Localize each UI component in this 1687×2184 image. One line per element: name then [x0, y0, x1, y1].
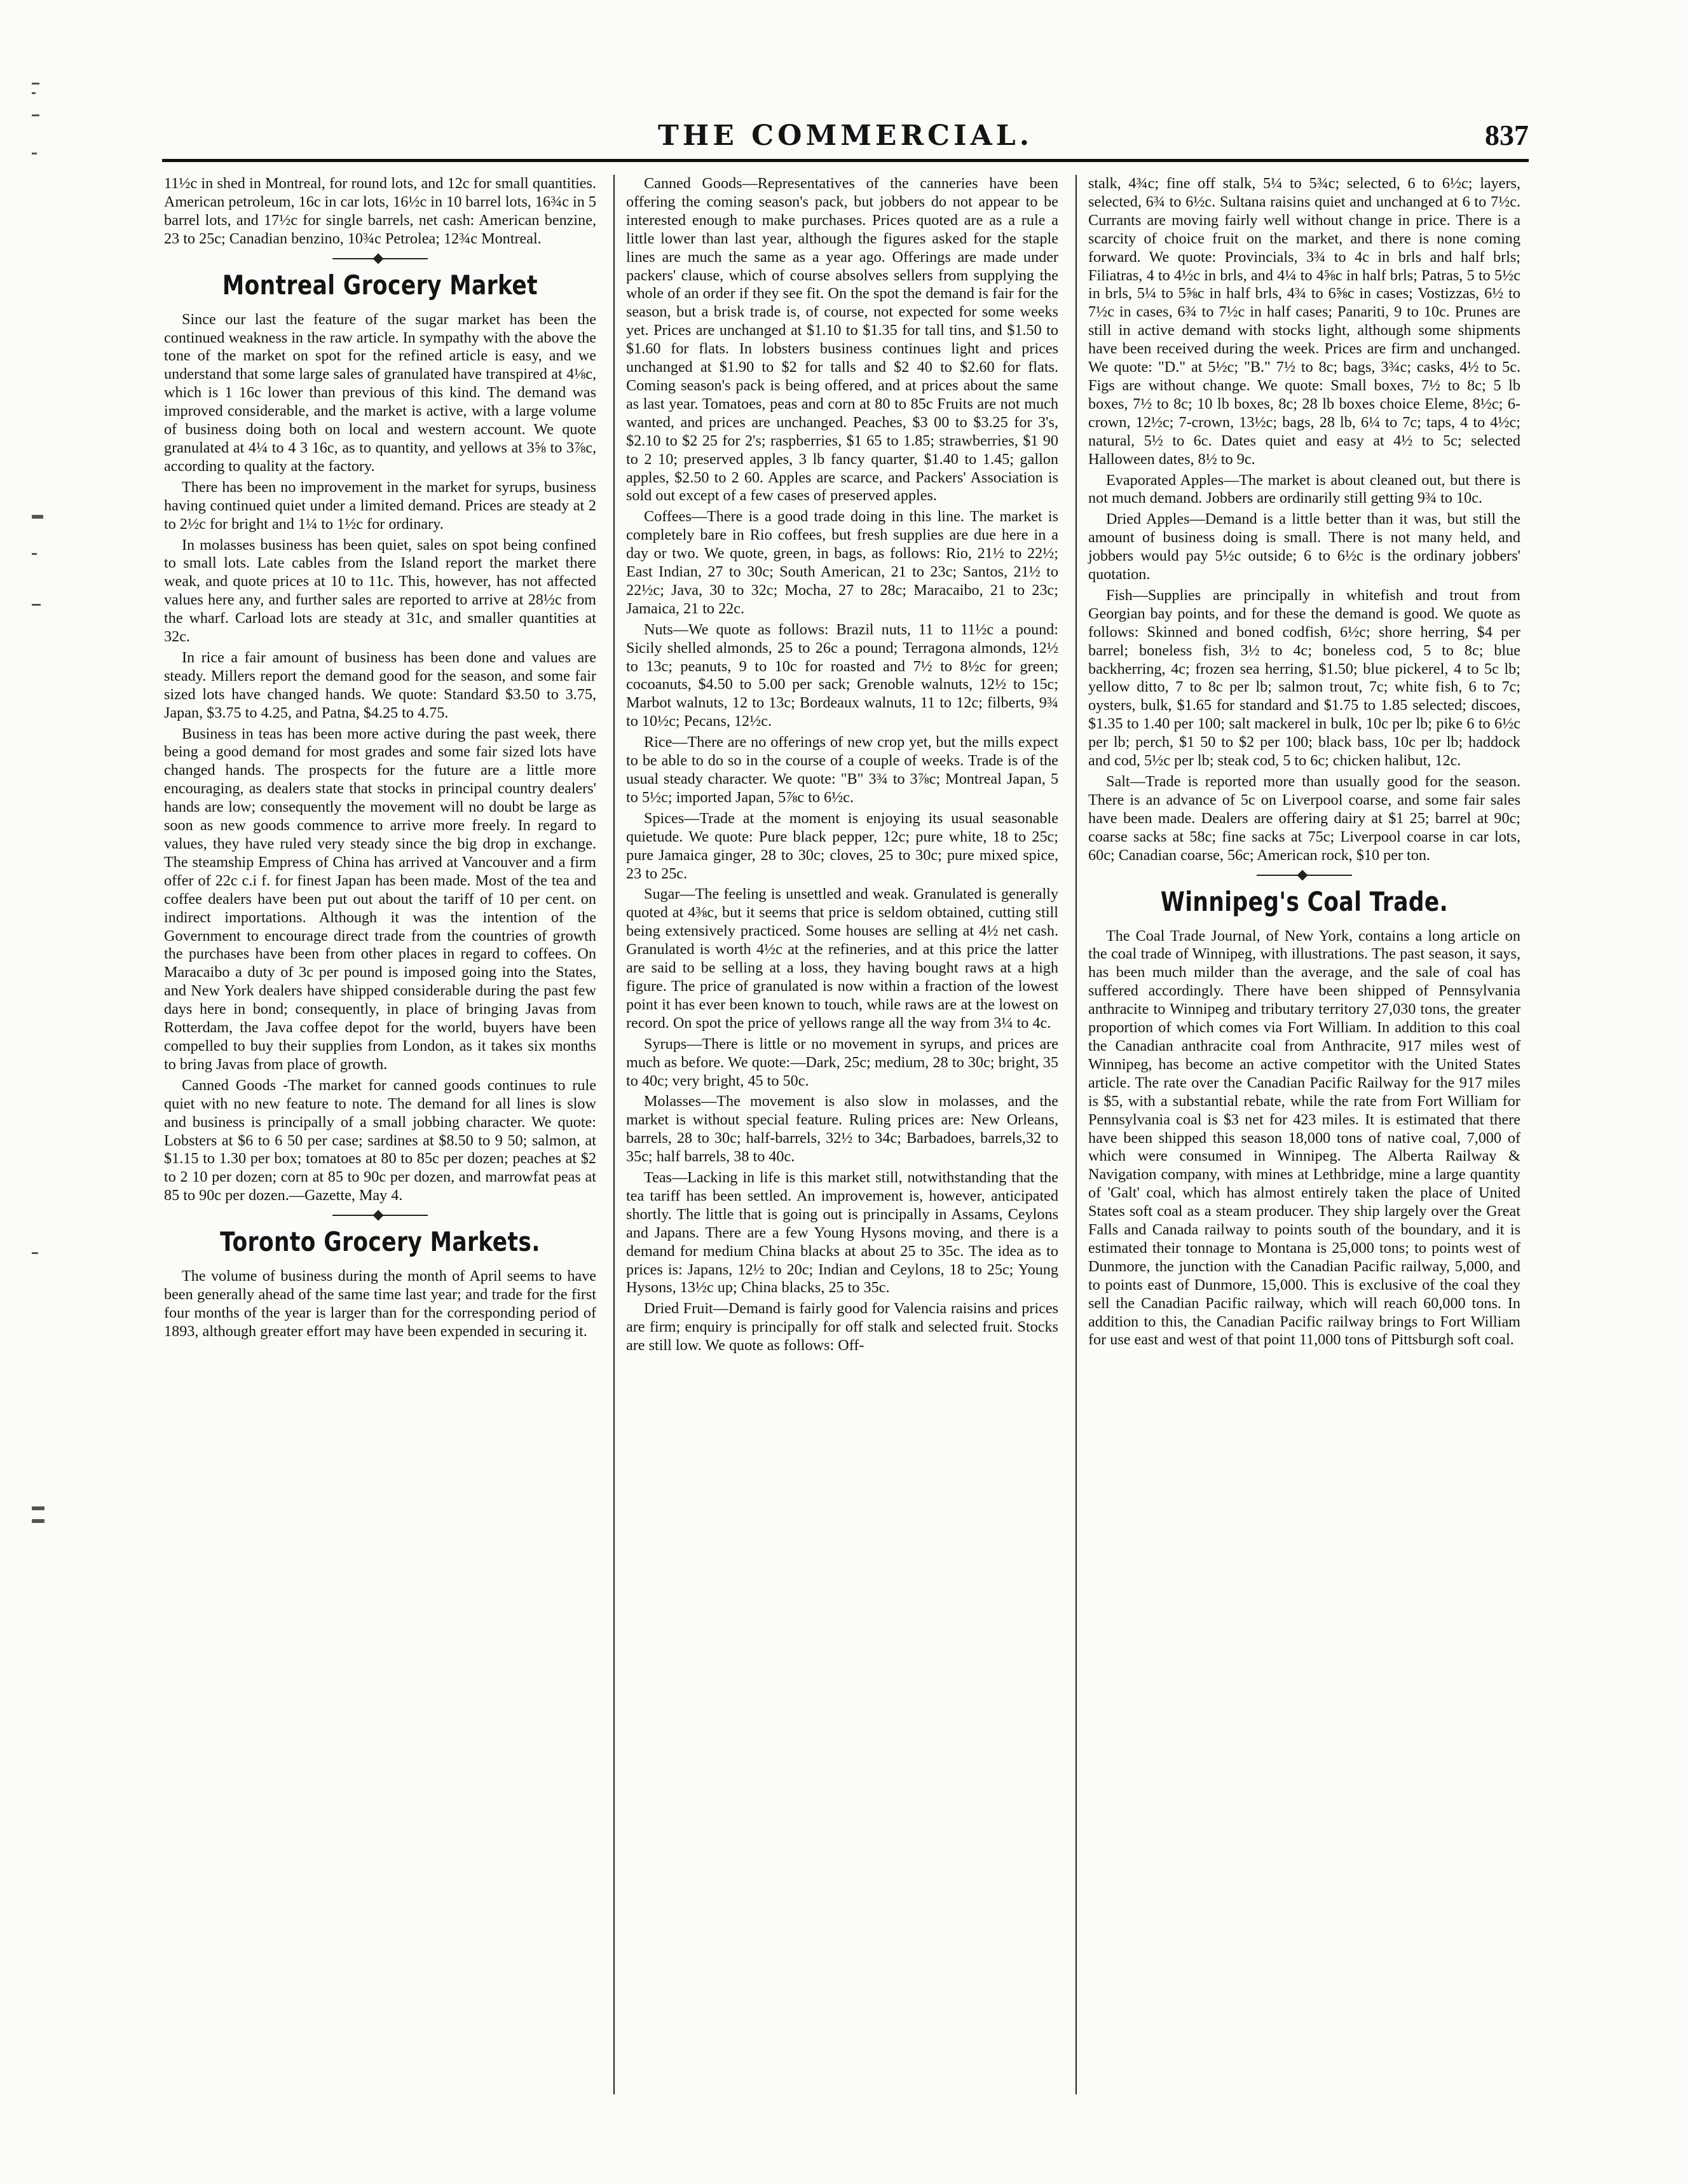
page-header: [162, 116, 1529, 154]
paragraph: Since our last the feature of the sugar market has been the continued weakness in the raw article. In sympathy with the above the tone of the market on spot for the refined article is easy, and we understand that some large sales of granulated have transpired at 4⅛c, which is 1 16c lower than previous of this kind. The demand was improved considerable, and the market is active, with a large volume of business doing both on local and western account. We quote granulated at 4¼ to 4 3 16c, as to quantity, and yellows at 3⅝ to 3⅞c, according to quality at the factory.: [164, 310, 596, 475]
paragraph: The Coal Trade Journal, of New York, contains a long article on the coal trade of Winnipeg, with illustrations. The past season, it says, has been much milder than the average, and the sale of coal has suffered accordingly. There have been shipped of Pennsylvania anthracite to Winnipeg and tributary territory 27,030 tons, the greater proportion of which comes via Fort William. In addition to this coal the Canadian anthracite coal from Anthracite, 917 miles west of Winnipeg, has become an active competitor with the United States article. The rate over the Canadian Pacific Railway for the 917 miles is $5, with a substantial rebate, while the rate from Fort William for Pennsylvania coal is $3 net for 423 miles. It is estimated that there have been shipped this season 18,000 tons of native coal, 7,000 of which were consumed in Winnipeg. The Alberta Railway & Navigation company, with mines at Lethbridge, mine a large quantity of 'Galt' coal, which has almost entirely taken the place of United States soft coal as a steam producer. They ship largely over the Great Falls and Canada railway to points south of the boundary, and it is estimated their tonnage to Montana is 25,000 tons; to points west of Dunmore, the junction with the Canadian Pacific railway, 5,000, and to points east of Dunmore, 15,000. This is exclusive of the coal they sell the Canadian Pacific railway, which will reach 60,000 tons. In addition to this, the Canadian Pacific railway brings to Fort William for use east and west of that point 11,000 tons of Pittsburgh soft coal.: [1088, 927, 1520, 1349]
section-separator: [1257, 871, 1352, 879]
paragraph: Evaporated Apples—The market is about cleaned out, but there is not much demand. Jobbers are ordinarily still getting 9¾ to 10c.: [1088, 471, 1520, 507]
paragraph: Dried Apples—Demand is a little better than it was, but still the amount of business doing is small. There is not many held, and jobbers would pay 5½c outside; 6 to 6½c is the ordinary jobbers' quotation.: [1088, 510, 1520, 584]
paragraph: In rice a fair amount of business has been done and values are steady. Millers report the demand good for the season, and some fair sized lots have changed hands. We quote: Standard $3.50 to 3.75, Japan, $3.75 to 4.25, and Patna, $4.25 to 4.75.: [164, 648, 596, 721]
column-1: [164, 175, 596, 1344]
paragraph: Salt—Trade is reported more than usually good for the season. There is an advance of 5c on Liverpool coarse, and some fair sales have been made. Dealers are offering dairy at $1 25; barrel at 90c; coarse sacks at 58c; fine sacks at 75c; Liverpool coarse in car lots, 60c; Canadian coarse, 56c; American rock, $10 per ton.: [1088, 773, 1520, 864]
column-divider: [1076, 175, 1077, 2094]
paragraph: Business in teas has been more active during the past week, there being a good demand for most grades and some fair sized lots have changed hands. The prospects for the future are a little more encouraging, as dealers state that stocks in principal country dealers' hands are low; consequently the movement will no doubt be large as soon as new goods commence to arrive more freely. In regard to values, they have ruled very steady since the big drop in exchange. The steamship Empress of China has arrived at Vancouver and a firm offer of 22c c.i f. for finest Japan has been made. Most of the tea and coffee dealers have been put out about the tariff of 10 per cent. on indirect importations. Although it was the intention of the Government to encourage direct trade from the countries of growth the purchases have been from other places in regard to coffees. On Maracaibo a duty of 3c per pound is imposed going into the States, and New York dealers have shipped considerable during the past few days here in bond; consequently, in place of bringing Javas from Rotterdam, the Java coffee depot for the world, buyers have been compelled to buy their supplies from London, as it takes six months to bring Javas from place of growth.: [164, 725, 596, 1073]
paragraph: The volume of business during the month of April seems to have been generally ahead of the same time last year; and trade for the first four months of the year is larger than for the corresponding period of 1893, although greater effort may have been expended in securing it.: [164, 1267, 596, 1340]
paragraph: In molasses business has been quiet, sales on spot being confined to small lots. Late cables from the Island report the market there weak, and quote prices at 10 to 11c. This, however, has not affected values here any, and further sales are reported to arrive at 28½c from the wharf. Carload lots are steady at 31c, and smaller quantities at 32c.: [164, 536, 596, 646]
paragraph: Canned Goods—Representatives of the canneries have been offering the coming season's pack, but jobbers do not appear to be interested enough to make purchases. Prices quoted are as a rule a little lower than last year, although the figures asked for the staple lines are much the same as a year ago. Offerings are made under packers' clause, which of course absolves sellers from supplying the whole of an order if they see fit. On the spot the demand is fair for the season, but a brisk trade is, of course, not expected for some weeks yet. Prices are unchanged at $1.10 to $1.35 for tall tins, and $1.50 to $1.60 for flats. In lobsters business continues light and prices unchanged at $1.90 to $2 for talls and $2 40 to $2.60 for flats. Coming season's pack is being offered, and at prices about the same as last year. Tomatoes, peas and corn at 80 to 85c Fruits are not much wanted, and prices are unchanged. Peaches, $3 00 to $3.25 for 3's, $2.10 to $2 25 for 2's; raspberries, $1 65 to 1.85; strawberries, $1 90 to 2 10; preserved apples, 3 lb fancy quarter, $1.40 to 1.45; gallon apples, $2.50 to 2 60. Apples are scarce, and Packers' Association is sold out except of a few cases of preserved apples.: [626, 175, 1058, 505]
article-heading: Montreal Grocery Market: [222, 269, 538, 301]
paragraph: Canned Goods -The market for canned goods continues to rule quiet with no new feature to note. The demand for all lines is slow and business is principally of a small jobbing character. We quote: Lobsters at $6 to 6 50 per case; sardines at $8.50 to 9 50; salmon, at $1.15 to 1.30 per box; tomatoes at 80 to 85c per dozen; peaches at $2 to 2 10 per dozen; corn at 85 to 90c per dozen, and marrowfat peas at 85 to 90c per dozen.—Gazette, May 4.: [164, 1076, 596, 1205]
paragraph: Fish—Supplies are principally in whitefish and trout from Georgian bay points, and for these the demand is good. We quote as follows: Skinned and boned codfish, 6½c; shore herring, $4 per barrel; boneless fish, 3½ to 4c; boneless cod, 5 to 8c; blue backherring, 4c; frozen sea herring, $1.50; blue pickerel, 4 to 5c lb; yellow ditto, 7 to 8c per lb; salmon trout, 7c; white fish, 6 to 7c; oysters, bulk, $1.65 for standard and $1.75 to 1.85 selected; discoes, $1.35 to 1.40 per 100; salt mackerel in bulk, 10c per lb; pike 6 to 6½c per lb; perch, $1 50 to $2 per 100; black bass, 10c per lb; haddock and cod, 5½c per lb; steak cod, 5 to 6c; chicken halibut, 12c.: [1088, 586, 1520, 770]
column-divider: [613, 175, 615, 2094]
section-separator: [332, 1211, 428, 1219]
article-heading: Winnipeg's Coal Trade.: [1160, 885, 1449, 917]
section-separator: [332, 255, 428, 263]
paragraph: Teas—Lacking in life is this market still, notwithstanding that the tea tariff has been settled. An improvement is, however, anticipated shortly. The little that is going out is principally in Assams, Ceylons and Japans. There are a few Young Hysons moving, and there is a demand for medium China blacks at about 25 to 35c. The idea as to prices is: Japans, 12½ to 20c; Indian and Ceylons, 18 to 25c; Young Hysons, 13½c up; China blacks, 25 to 35c.: [626, 1169, 1058, 1297]
publication-title: THE COMMERCIAL.: [657, 119, 1034, 152]
paragraph: Coffees—There is a good trade doing in this line. The market is completely bare in Rio coffees, but fresh supplies are due here in a day or two. We quote, green, in bags, as follows: Rio, 21½ to 22½; East Indian, 27 to 30c; South American, 21 to 23c; Santos, 21½ to 22½c; Java, 30 to 32c; Mocha, 27 to 28c; Maracaibo, 21 to 23c; Jamaica, 21 to 22c.: [626, 508, 1058, 617]
paragraph: Spices—Trade at the moment is enjoying its usual seasonable quietude. We quote: Pure black pepper, 12c; pure white, 18 to 25c; pure Jamaica ginger, 28 to 30c; cloves, 25 to 30c; pure mixed spice, 23 to 25c.: [626, 809, 1058, 882]
header-rule: [162, 159, 1529, 162]
paragraph: Molasses—The movement is also slow in molasses, and the market is without special feature. Ruling prices are: New Orleans, barrels, 28 to 30c; half-barrels, 32½ to 34c; Barbadoes, barrels,32 to 35c; half barrels, 38 to 40c.: [626, 1093, 1058, 1166]
paragraph: Syrups—There is little or no movement in syrups, and prices are much as before. We quote:—Dark, 25c; medium, 28 to 30c; bright, 35 to 40c; very bright, 45 to 50c.: [626, 1035, 1058, 1089]
paragraph: Dried Fruit—Demand is fairly good for Valencia raisins and prices are firm; enquiry is principally for off stalk and selected fruit. Stocks are still low. We quote as follows: Off-: [626, 1300, 1058, 1355]
paragraph: There has been no improvement in the market for syrups, business having continued quiet under a limited demand. Prices are steady at 2 to 2½c for bright and 1¼ to 1½c for ordinary.: [164, 478, 596, 533]
article-heading: Toronto Grocery Markets.: [220, 1226, 540, 1258]
paragraph: 11½c in shed in Montreal, for round lots, and 12c for small quantities. American petroleum, 16c in car lots, 16½c in 10 barrel lots, 16¾c in 5 barrel lots, and 17½c for single barrels, net cash: American benzine, 23 to 25c; Canadian benzino, 10¾c Petrolea; 12¾c Montreal.: [164, 175, 596, 247]
paragraph: stalk, 4¾c; fine off stalk, 5¼ to 5¾c; selected, 6 to 6½c; layers, selected, 6¾ to 6½c. Sultana raisins quiet and unchanged at 6 to 7½c. Currants are moving fairly well without change in price. There is a scarcity of choice fruit on the market, and there is none coming forward. We quote: Provincials, 3¾ to 4c in brls and half brls; Filiatras, 4 to 4½c in brls, and 4¼ to 4⅝c in half brls; Patras, 5 to 5½c in brls, 5¼ to 5⅝c in half brls, 4¾ to 6⅝c in cases; Vostizzas, 6½ to 7½c in cases, 6¾ to 7½c in half cases; Panariti, 9 to 10c. Prunes are still in active demand with stocks light, although some shipments have been received during the week. Prices are firm and unchanged. We quote: "D." at 5½c; "B." 7½ to 8c; bags, 3¾c; casks, 4½ to 5c. Figs are without change. We quote: Small boxes, 7½ to 8c; 5 lb boxes, 7½ to 8c; 10 lb boxes, 8c; 28 lb boxes choice Eleme, 8½c; 6-crown, 12½c; 7-crown, 13½c; bags, 28 lb, 6¼ to 7c; taps, 4 to 4½c; natural, 5½ to 6c. Dates quiet and easy at 4½ to 5c; selected Halloween dates, 8½ to 9c.: [1088, 175, 1520, 468]
column-3: [1088, 175, 1520, 1352]
paragraph: Nuts—We quote as follows: Brazil nuts, 11 to 11½c a pound: Sicily shelled almonds, 25 to 26c a pound; Terragona almonds, 12½ to 13c; peanuts, 9 to 10c for roasted and 7½ to 8½c for green; cocoanuts, $4.50 to 5.00 per sack; Grenoble walnuts, 12½ to 15c; Marbot walnuts, 12 to 13c; Bordeaux walnuts, 11 to 12c; filberts, 9¾ to 10½c; Pecans, 12½c.: [626, 620, 1058, 730]
page-number: 837: [1485, 119, 1529, 151]
column-2: [626, 175, 1058, 1358]
paragraph: Rice—There are no offerings of new crop yet, but the mills expect to be able to do so in the course of a couple of weeks. Trade is of the usual steady character. We quote: "B" 3¾ to 3⅞c; Montreal Japan, 5 to 5½c; imported Japan, 5⅞c to 6½c.: [626, 734, 1058, 806]
margin-marks: [25, 57, 51, 1964]
paragraph: Sugar—The feeling is unsettled and weak. Granulated is generally quoted at 4⅜c, but it seems that price is seldom obtained, cutting still being extensively practiced. Some houses are selling at 4½ net cash. Granulated is worth 4½c at the refineries, and at this price the latter are said to be selling at a loss, they having bought raws at a high figure. The price of granulated is now within a fraction of the lowest point it has ever been known to touch, while raws are at the lowest on record. On spot the price of yellows range all the way from 3¼ to 4c.: [626, 885, 1058, 1032]
